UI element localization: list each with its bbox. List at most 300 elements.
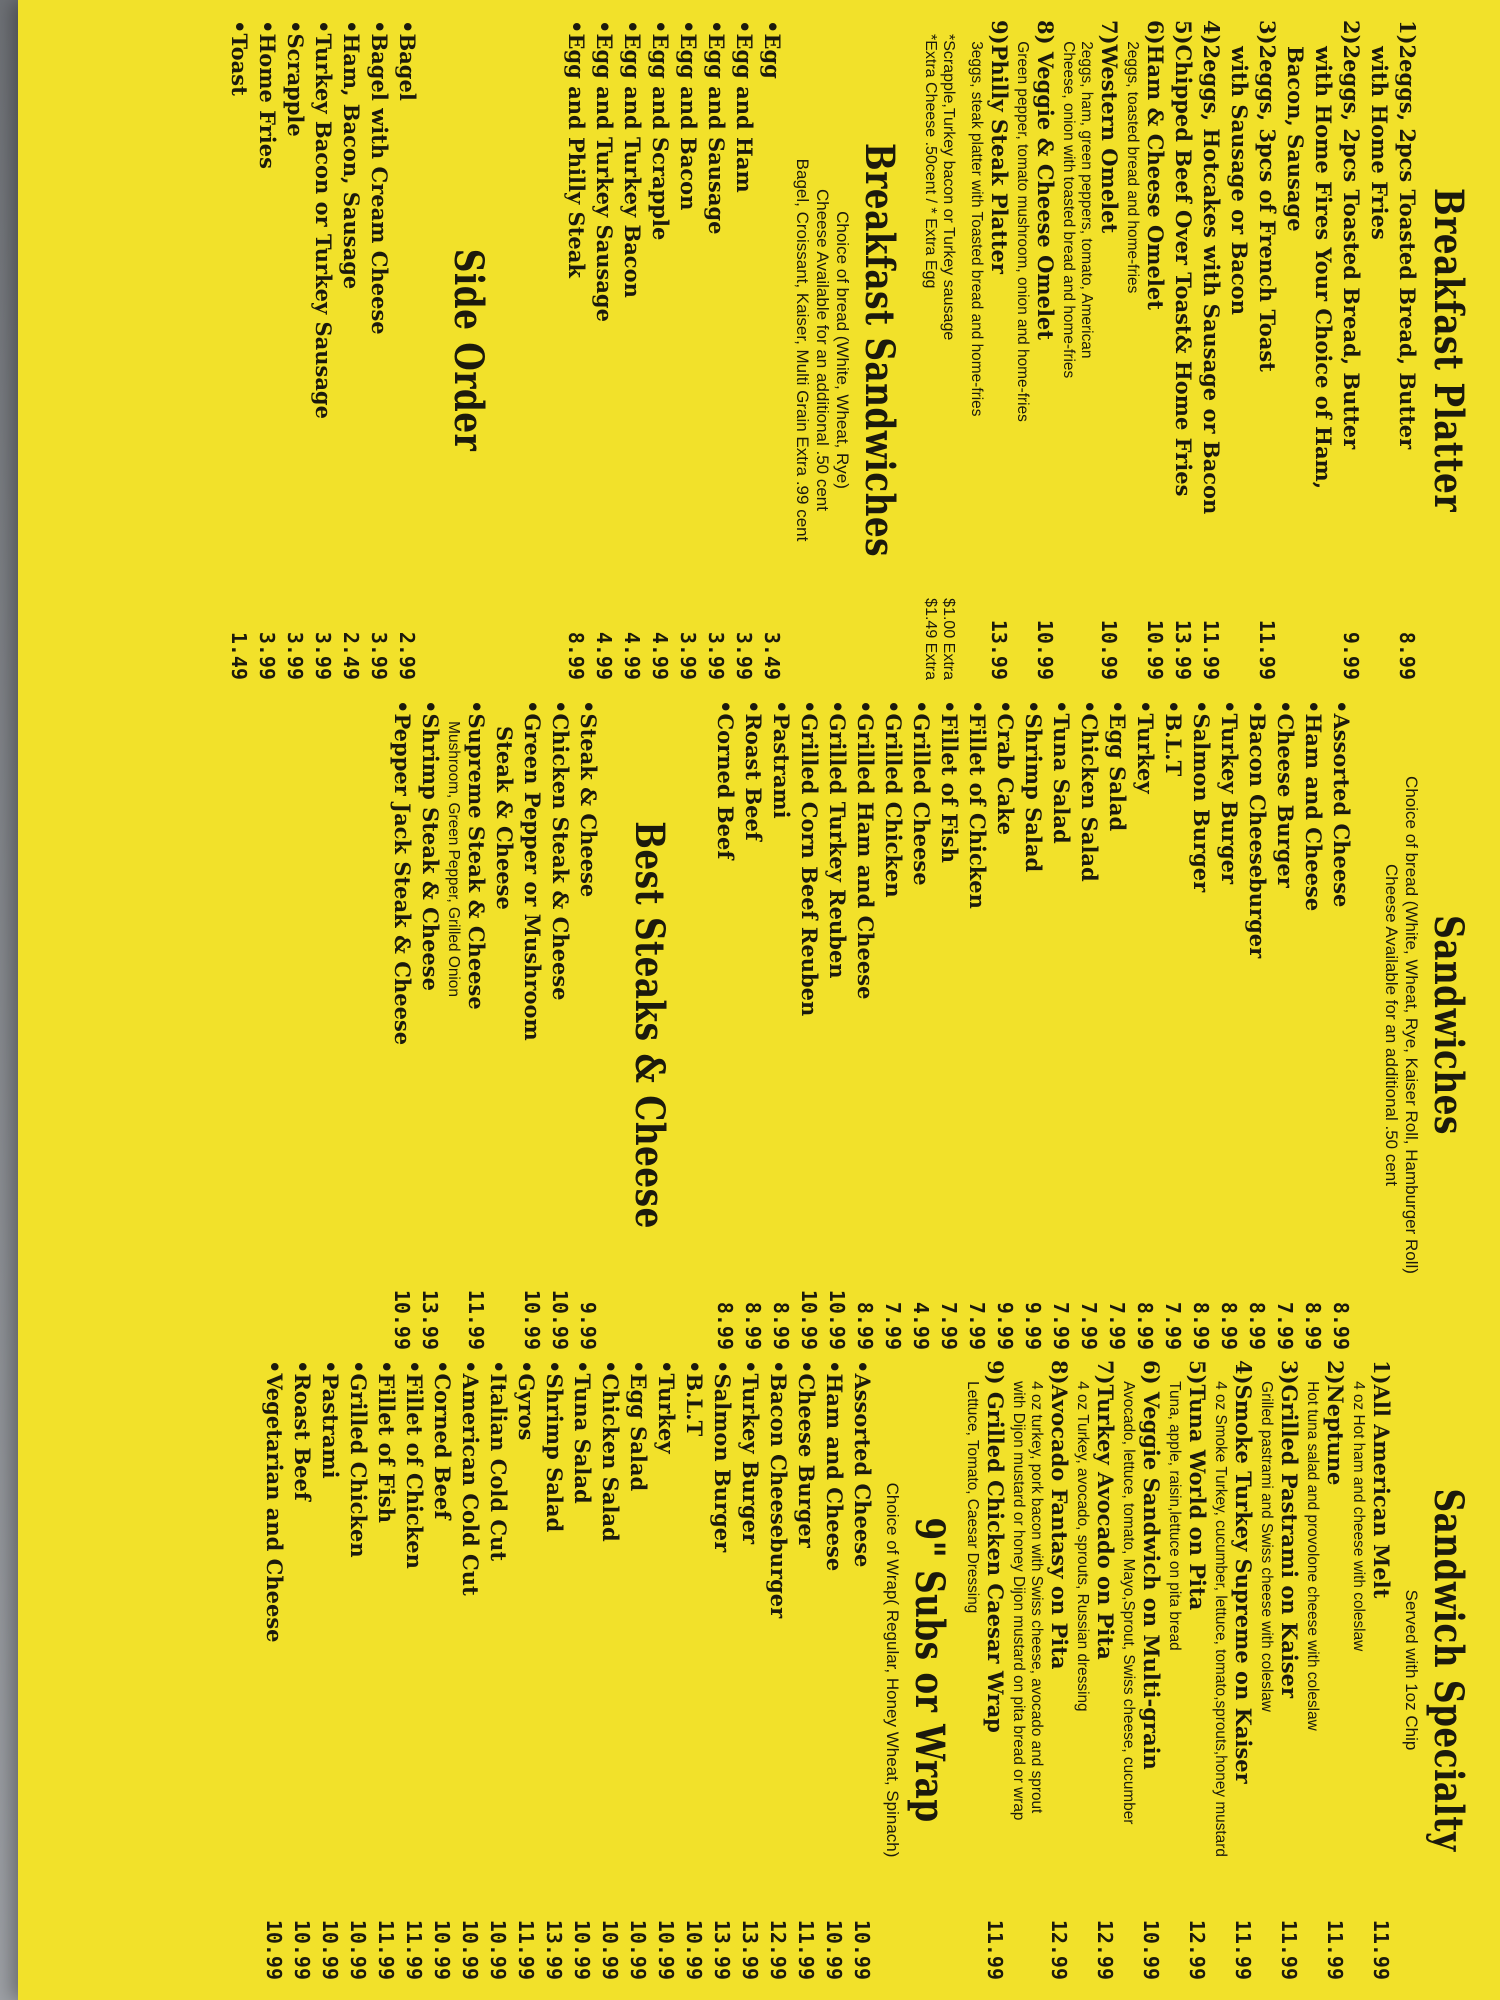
menu-item xyxy=(618,20,646,680)
menu-item-description: 4 oz turkey, pork bacon with Swiss cheese, avocado and sprout xyxy=(1028,1381,1045,1814)
menu-item xyxy=(764,1360,792,1980)
menu-item xyxy=(1367,1360,1395,1980)
menu-item-price: 4.99 xyxy=(648,631,672,680)
section-title-sandwiches: Sandwiches xyxy=(1425,915,1472,1135)
menu-item-price: 4.99 xyxy=(620,631,644,680)
menu-item-price: 3.99 xyxy=(283,631,307,680)
menu-item xyxy=(730,20,758,680)
menu-item-name: 5)Tuna World on Pita xyxy=(1185,1360,1210,1611)
section-note: Bagel, Croissant, Kaiser, Multi Grain Extra .99 cent xyxy=(793,158,812,542)
menu-item-price: 8.99 xyxy=(1133,1301,1157,1350)
menu-item xyxy=(518,700,546,1350)
section-title-breakfast-platter: Breakfast Platter xyxy=(1425,187,1472,513)
menu-item-price: 13.99 xyxy=(987,619,1011,680)
column-specialty xyxy=(260,1360,1490,1980)
menu-item-description: Mushroom, Green Pepper, Grilled Onion xyxy=(445,721,462,997)
menu-item-name: 4)2eggs, Hotcakes with Sausage or Bacon xyxy=(1199,20,1224,515)
menu-item-description: Tuna, apple, raisin,lettuce on pita bread xyxy=(1166,1381,1183,1651)
menu-item xyxy=(344,1360,372,1980)
menu-item xyxy=(820,1360,848,1980)
menu-item-name-continued xyxy=(1225,20,1253,680)
menu-item-price: 10.99 xyxy=(486,1919,510,1980)
menu-item-name: • Grilled Turkey Reuben xyxy=(823,700,851,979)
menu-item-name: • Turkey Burger xyxy=(736,1360,764,1544)
menu-item-description: Grilled pastrami and Swiss cheese with coleslaw xyxy=(1258,1381,1275,1712)
menu-item-description: 4 oz Hot ham and cheese with coleslaw xyxy=(1350,1381,1367,1652)
menu-item xyxy=(1271,700,1299,1350)
menu-item xyxy=(1229,1360,1257,1980)
menu-item-name: • Grilled Chicken xyxy=(879,700,907,898)
menu-item xyxy=(758,20,786,680)
menu-item-price: 11.99 xyxy=(374,1919,398,1980)
menu-item-name: • Egg xyxy=(758,20,786,79)
menu-item-name: • Italian Cold Cut xyxy=(484,1360,512,1561)
menu-item-name: • Turkey Burger xyxy=(1215,700,1243,884)
menu-item-name: • Bagel with Cream Cheese xyxy=(365,20,393,335)
section-note: Choice of Wrap( Regular, Honey Wheat, Spinach) xyxy=(883,1482,902,1858)
menu-item-name: • Tuna Salad xyxy=(568,1360,596,1504)
menu-item-price: 10.99 xyxy=(822,1919,846,1980)
menu-item xyxy=(1141,20,1169,680)
menu-item-name: 6)Ham & Cheese Omelet xyxy=(1143,20,1168,310)
menu-item xyxy=(281,20,309,680)
menu-item-name: • Egg and Turkey Bacon xyxy=(618,20,646,298)
menu-item-name: • Egg and Scrapple xyxy=(646,20,674,240)
menu-item xyxy=(1275,1360,1303,1980)
menu-item xyxy=(1137,1360,1165,1980)
menu-item xyxy=(574,700,602,1350)
menu-item-price: 11.99 xyxy=(1369,1919,1393,1980)
menu-item-price: 10.99 xyxy=(458,1919,482,1980)
menu-item-price: 4.99 xyxy=(909,1301,933,1350)
menu-item-price: 7.99 xyxy=(965,1301,989,1350)
menu-item-price: 10.99 xyxy=(318,1919,342,1980)
menu-item xyxy=(1045,1360,1073,1980)
breakfast-extras xyxy=(921,20,957,680)
menu-item-name: 9) Grilled Chicken Caesar Wrap xyxy=(983,1360,1008,1733)
menu-item xyxy=(1169,20,1197,680)
menu-item xyxy=(316,1360,344,1980)
breakfast-sandwiches-list xyxy=(562,20,786,680)
menu-item xyxy=(646,20,674,680)
menu-item-description: Lettuce, Tomato, Caesar Dressing xyxy=(964,1381,981,1614)
menu-item-price: 3.49 xyxy=(760,631,784,680)
menu-item-name: • Roast Beef xyxy=(739,700,767,841)
extras-line-2: *Extra Cheese .50cent / * Extra Egg xyxy=(922,34,939,289)
menu-item-price: 7.99 xyxy=(1077,1301,1101,1350)
menu-item xyxy=(365,20,393,680)
menu-item-name: • Pastrami xyxy=(316,1360,344,1479)
menu-item-name: • Shrimp Salad xyxy=(540,1360,568,1532)
menu-item-price: 10.99 xyxy=(520,1289,544,1350)
menu-item-name: • Pepper Jack Steak & Cheese xyxy=(388,700,416,1045)
menu-item-price: 3.99 xyxy=(732,631,756,680)
menu-item-price: 8.99 xyxy=(1395,631,1419,680)
menu-item xyxy=(963,700,991,1350)
menu-item-price: 8.99 xyxy=(1245,1301,1269,1350)
menu-item-name: • Vegetarian and Cheese xyxy=(260,1360,288,1643)
menu-item xyxy=(416,700,444,1350)
menu-item xyxy=(288,1360,316,1980)
menu-item-name: • Gyros xyxy=(512,1360,540,1440)
menu-item-price: 10.99 xyxy=(626,1919,650,1980)
menu-item-price: 11.99 xyxy=(1323,1919,1347,1980)
sandwiches-list xyxy=(711,700,1355,1350)
menu-item-name: • Chicken Salad xyxy=(596,1360,624,1542)
menu-item-price: 8.99 xyxy=(1189,1301,1213,1350)
menu-item-price: 4.99 xyxy=(592,631,616,680)
menu-item-name: 7)Western Omelet xyxy=(1097,20,1122,234)
menu-item-price: 13.99 xyxy=(418,1289,442,1350)
menu-item-price: 10.99 xyxy=(548,1289,572,1350)
menu-item-price: 7.99 xyxy=(1273,1301,1297,1350)
menu-item-name: • Crab Cake xyxy=(991,700,1019,835)
menu-item-price: 10.99 xyxy=(825,1289,849,1350)
menu-item-name: • B.L.T xyxy=(1159,700,1187,776)
menu-item xyxy=(1299,700,1327,1350)
menu-item-name: • Salmon Burger xyxy=(1187,700,1215,892)
menu-item-price: 3.99 xyxy=(367,631,391,680)
menu-item xyxy=(590,20,618,680)
menu-item-name: 9)Philly Steak Platter xyxy=(987,20,1012,274)
menu-item xyxy=(1103,700,1131,1350)
menu-item xyxy=(767,700,795,1350)
menu-item-price: 11.99 xyxy=(402,1919,426,1980)
menu-item-name: • Ham and Cheese xyxy=(1299,700,1327,911)
menu-item xyxy=(680,1360,708,1980)
menu-item xyxy=(546,700,574,1350)
menu-item xyxy=(981,1360,1009,1980)
menu-item-name: • Corned Beef xyxy=(428,1360,456,1519)
menu-item xyxy=(851,700,879,1350)
menu-item-price: 12.99 xyxy=(1093,1919,1117,1980)
menu-item-name: • Fillet of Chicken xyxy=(400,1360,428,1569)
menu-item xyxy=(1159,700,1187,1350)
section-note: Choice of bread (White, Wheat, Rye) xyxy=(833,211,852,489)
menu-item-price: 2.49 xyxy=(339,631,363,680)
menu-item-name: • Green Pepper or Mushroom xyxy=(518,700,546,1041)
menu-item-price: 10.99 xyxy=(290,1919,314,1980)
column-sandwiches xyxy=(388,700,1490,1350)
menu-item xyxy=(711,700,739,1350)
menu-item-description: 4 oz Smoke Turkey, cucumber, lettuce, tomato,sprouts,honey mustard xyxy=(1212,1381,1229,1857)
menu-item-name: • Supreme Steak & Cheese xyxy=(462,700,490,1010)
menu-item-price: 8.99 xyxy=(1329,1301,1353,1350)
menu-item xyxy=(260,1360,288,1980)
menu-item xyxy=(1393,20,1421,680)
menu-item-name: • Corned Beef xyxy=(711,700,739,859)
menu-item-price: 7.99 xyxy=(1161,1301,1185,1350)
menu-item xyxy=(393,20,421,680)
menu-item-name: • Egg Salad xyxy=(624,1360,652,1491)
menu-item-price: 10.99 xyxy=(598,1919,622,1980)
subs-list xyxy=(260,1360,876,1980)
menu-item-price: 3.99 xyxy=(676,631,700,680)
menu-item-price: 10.99 xyxy=(654,1919,678,1980)
menu-item-price: 10.99 xyxy=(262,1919,286,1980)
menu-item-name: • Grilled Cheese xyxy=(907,700,935,886)
menu-item-price: 9.99 xyxy=(1339,631,1363,680)
menu-item-price: 13.99 xyxy=(1171,619,1195,680)
menu-item-name-continued xyxy=(1281,20,1309,680)
menu-item xyxy=(823,700,851,1350)
menu-item xyxy=(674,20,702,680)
menu-item-name: • Egg and Turkey Sausage xyxy=(590,20,618,322)
extras-price-1: $1.00 Extra xyxy=(940,598,957,680)
menu-item-price: 10.99 xyxy=(850,1919,874,1980)
menu-item-name-line: with Home Fries xyxy=(1367,46,1392,240)
menu-item xyxy=(1031,20,1059,680)
menu-item-price: 8.99 xyxy=(769,1301,793,1350)
menu-item xyxy=(1091,1360,1119,1980)
menu-item-price: 3.99 xyxy=(255,631,279,680)
menu-item-name: • Chicken Salad xyxy=(1075,700,1103,882)
menu-item-description: Hot tuna salad and provolone cheese with coleslaw xyxy=(1304,1381,1321,1731)
menu-item xyxy=(1327,700,1355,1350)
menu-item xyxy=(985,20,1013,680)
menu-item-name: 5)Chipped Beef Over Toast& Home Fries xyxy=(1171,20,1196,497)
menu-item-name: 4)Smoke Turkey Supreme on Kaiser xyxy=(1231,1360,1256,1784)
menu-item-description: 4 oz Turkey, avocado, sprouts, Russian dressing xyxy=(1074,1381,1091,1712)
menu-item-name: • Fillet of Fish xyxy=(372,1360,400,1523)
menu-item-price: 8.99 xyxy=(1217,1301,1241,1350)
menu-item-name: 8) Veggie & Cheese Omelet xyxy=(1033,20,1058,340)
menu-item-name: • Cheese Burger xyxy=(1271,700,1299,888)
menu-item-price: 9.99 xyxy=(993,1301,1017,1350)
menu-item xyxy=(428,1360,456,1980)
menu-item xyxy=(736,1360,764,1980)
menu-item-name: • American Cold Cut xyxy=(456,1360,484,1596)
menu-item xyxy=(337,20,365,680)
menu-item-name: • Scrapple xyxy=(281,20,309,137)
menu-item xyxy=(708,1360,736,1980)
menu-item-price: 12.99 xyxy=(1185,1919,1209,1980)
menu-item-description: with Dijon mustard or honey Dijon mustard on pita bread or wrap xyxy=(1010,1381,1027,1821)
menu-item-price: 8.99 xyxy=(853,1301,877,1350)
section-title-sandwich-specialty: Sandwich Specialty xyxy=(1425,1488,1472,1852)
menu-item-price: 3.99 xyxy=(704,631,728,680)
menu-item-description: Green pepper, tomato mushroom, onion and home-fries xyxy=(1014,41,1031,422)
menu-item-name: • Bagel xyxy=(393,20,421,101)
menu-item xyxy=(792,1360,820,1980)
section-note: Choice of bread (White, Wheat, Rye, Kaiser Roll, Hamburger Roll) xyxy=(1402,776,1421,1274)
menu-item xyxy=(848,1360,876,1980)
menu-item-price: 8.99 xyxy=(1301,1301,1325,1350)
menu-item-name-line: Steak & Cheese xyxy=(492,726,517,910)
menu-item-name: 2)2eggs, 2pcs Toasted Bread, Butter xyxy=(1339,20,1364,450)
extras-line-1: *Scrapple,Turkey bacon or Turkey sausage xyxy=(940,34,957,341)
menu-paper xyxy=(18,0,1500,2000)
menu-item-name: • B.L.T xyxy=(680,1360,708,1436)
menu-item xyxy=(388,700,416,1350)
menu-item-name: • Grilled Corn Beef Reuben xyxy=(795,700,823,1016)
menu-item xyxy=(253,20,281,680)
menu-item xyxy=(512,1360,540,1980)
menu-item xyxy=(596,1360,624,1980)
menu-content xyxy=(18,0,1500,2000)
menu-item-name: 1)All American Melt xyxy=(1369,1360,1394,1599)
menu-item-name: • Egg and Bacon xyxy=(674,20,702,210)
menu-item-price: 10.99 xyxy=(682,1919,706,1980)
menu-item-price: 12.99 xyxy=(1047,1919,1071,1980)
menu-item-price: 11.99 xyxy=(464,1289,488,1350)
menu-item xyxy=(702,20,730,680)
menu-item-name: 6) Veggie Sandwich on Multi-grain xyxy=(1139,1360,1164,1770)
section-title-side-order: Side Order xyxy=(445,248,492,452)
section-note: Cheese Available for an additional .50 cent xyxy=(813,189,832,511)
section-note: Cheese Available for an additional .50 cent xyxy=(1382,864,1401,1186)
menu-item-name: 3)Grilled Pastrami on Kaiser xyxy=(1277,1360,1302,1699)
menu-item-name: • Cheese Burger xyxy=(792,1360,820,1548)
menu-item-price: 10.99 xyxy=(570,1919,594,1980)
menu-item-name: • Tuna Salad xyxy=(1047,700,1075,844)
menu-item-name: • Grilled Chicken xyxy=(344,1360,372,1558)
menu-item-price: 11.99 xyxy=(1199,619,1223,680)
menu-item-name: 1)2eggs, 2pcs Toasted Bread, Butter xyxy=(1395,20,1420,450)
menu-item xyxy=(739,700,767,1350)
menu-item-name: • Chicken Steak & Cheese xyxy=(546,700,574,1001)
menu-item xyxy=(1337,20,1365,680)
menu-item xyxy=(372,1360,400,1980)
menu-item-price: 7.99 xyxy=(881,1301,905,1350)
menu-item-description: 2eggs, ham, green peppers, tomato, American xyxy=(1078,41,1095,359)
menu-item-name: • Shrimp Salad xyxy=(1019,700,1047,872)
menu-item-price: 13.99 xyxy=(738,1919,762,1980)
menu-item xyxy=(225,20,253,680)
menu-item-price: 8.99 xyxy=(741,1301,765,1350)
menu-item xyxy=(1215,700,1243,1350)
section-title-steaks: Best Steaks & Cheese xyxy=(626,821,673,1229)
menu-item-price: 10.99 xyxy=(430,1919,454,1980)
menu-item-name: • Egg and Ham xyxy=(730,20,758,193)
menu-item-name: • Bacon Cheeseburger xyxy=(764,1360,792,1618)
menu-item-price: 9.99 xyxy=(1021,1301,1045,1350)
menu-item-price: 11.99 xyxy=(1231,1919,1255,1980)
menu-item xyxy=(462,700,490,1350)
menu-item-name: • Steak & Cheese xyxy=(574,700,602,897)
menu-item xyxy=(456,1360,484,1980)
menu-item-price: 13.99 xyxy=(710,1919,734,1980)
menu-item-name: 2)Neptune xyxy=(1323,1360,1348,1486)
menu-item-name: • Roast Beef xyxy=(288,1360,316,1501)
menu-item-price: 7.99 xyxy=(1105,1301,1129,1350)
menu-item-name-line: with Sausage or Bacon xyxy=(1227,46,1252,315)
menu-item-price: 8.99 xyxy=(564,631,588,680)
menu-item xyxy=(540,1360,568,1980)
menu-item-name: • Bacon Cheeseburger xyxy=(1243,700,1271,958)
menu-item-price: 10.99 xyxy=(346,1919,370,1980)
menu-item xyxy=(562,20,590,680)
menu-item-name: • Assorted Cheese xyxy=(1327,700,1355,907)
menu-item-name: • Home Fries xyxy=(253,20,281,169)
menu-item-name-continued xyxy=(490,700,518,1350)
menu-item-price: 11.99 xyxy=(1277,1919,1301,1980)
menu-item xyxy=(991,700,1019,1350)
menu-item-price: 10.99 xyxy=(1033,619,1057,680)
menu-item-name: • Fillet of Fish xyxy=(935,700,963,863)
menu-item xyxy=(1019,700,1047,1350)
menu-item-price: 9.99 xyxy=(576,1301,600,1350)
menu-item-name: • Salmon Burger xyxy=(708,1360,736,1552)
menu-item-name: • Toast xyxy=(225,20,253,96)
menu-item xyxy=(1197,20,1225,680)
menu-item xyxy=(1243,700,1271,1350)
menu-item-price: 12.99 xyxy=(766,1919,790,1980)
menu-item-name: 8)Avocado Fantasy on Pita xyxy=(1047,1360,1072,1670)
menu-item xyxy=(652,1360,680,1980)
menu-item xyxy=(1075,700,1103,1350)
menu-item-price: 8.99 xyxy=(713,1301,737,1350)
menu-item xyxy=(309,20,337,680)
menu-item-price: 11.99 xyxy=(794,1919,818,1980)
menu-item-name: • Grilled Ham and Cheese xyxy=(851,700,879,999)
menu-item xyxy=(1131,700,1159,1350)
menu-item-description: Cheese, onion with toasted bread and home-fries xyxy=(1060,41,1077,379)
menu-item-name-line: with Home Fires Your Choice of Ham, xyxy=(1311,46,1336,490)
menu-item xyxy=(484,1360,512,1980)
extras-price-2: $1.49 Extra xyxy=(922,598,939,680)
menu-item xyxy=(1187,700,1215,1350)
menu-item-price: 13.99 xyxy=(542,1919,566,1980)
menu-item-name: • Turkey Bacon or Turkey Sausage xyxy=(309,20,337,419)
menu-item-name: • Ham, Bacon, Sausage xyxy=(337,20,365,289)
menu-item xyxy=(935,700,963,1350)
menu-item-name: • Egg and Sausage xyxy=(702,20,730,235)
menu-item-price: 7.99 xyxy=(937,1301,961,1350)
steaks-list xyxy=(388,700,602,1350)
menu-item-price: 10.99 xyxy=(1143,619,1167,680)
menu-item xyxy=(1183,1360,1211,1980)
section-title-breakfast-sandwiches: Breakfast Sandwiches xyxy=(856,142,903,558)
menu-item-price: 1.49 xyxy=(227,631,251,680)
menu-item xyxy=(879,700,907,1350)
menu-item-price: 2.99 xyxy=(395,631,419,680)
menu-item xyxy=(907,700,935,1350)
menu-item-price: 7.99 xyxy=(1049,1301,1073,1350)
section-note: Served with 1oz Chip xyxy=(1402,1589,1421,1751)
menu-item-price: 10.99 xyxy=(797,1289,821,1350)
column-breakfast xyxy=(225,20,1490,680)
menu-item-price: 11.99 xyxy=(1255,619,1279,680)
menu-item-name: • Shrimp Steak & Cheese xyxy=(416,700,444,991)
menu-item xyxy=(624,1360,652,1980)
menu-item-name: • Turkey xyxy=(1131,700,1159,794)
menu-item-name: • Fillet of Chicken xyxy=(963,700,991,909)
menu-item-price: 10.99 xyxy=(390,1289,414,1350)
menu-item xyxy=(568,1360,596,1980)
menu-item-price: 10.99 xyxy=(1097,619,1121,680)
menu-item-description: 2eggs, toasted bread and home-fries xyxy=(1124,41,1141,294)
menu-item xyxy=(1047,700,1075,1350)
menu-item-price: 3.99 xyxy=(311,631,335,680)
menu-item-name: • Turkey xyxy=(652,1360,680,1454)
menu-item-name-continued xyxy=(1309,20,1337,680)
menu-item xyxy=(1095,20,1123,680)
menu-item-name: 7)Turkey Avocado on Pita xyxy=(1093,1360,1118,1660)
breakfast-platter-list xyxy=(967,20,1421,680)
menu-item xyxy=(795,700,823,1350)
menu-item-price: 11.99 xyxy=(514,1919,538,1980)
menu-item-name: • Egg and Philly Steak xyxy=(562,20,590,278)
menu-item xyxy=(400,1360,428,1980)
menu-item-name: 3)2eggs, 3pcs of French Toast xyxy=(1255,20,1280,372)
menu-item-name: • Assorted Cheese xyxy=(848,1360,876,1567)
menu-item-name-line: Bacon, Sausage xyxy=(1283,46,1308,232)
menu-item-description: 3eggs, steak platter with Toasted bread and home-fries xyxy=(968,41,985,417)
menu-item-price: 11.99 xyxy=(983,1919,1007,1980)
menu-item-price: 10.99 xyxy=(1139,1919,1163,1980)
side-order-list xyxy=(225,20,421,680)
